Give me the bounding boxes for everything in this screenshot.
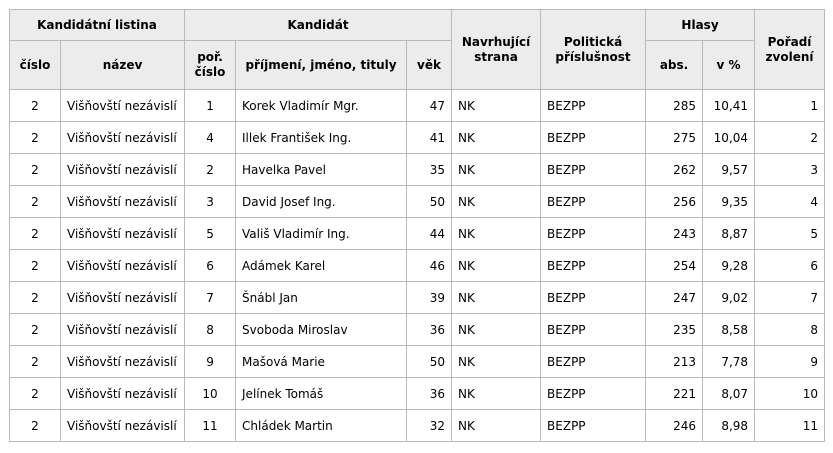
cell-prislusnost: BEZPP	[541, 154, 646, 186]
cell-prislusnost: BEZPP	[541, 218, 646, 250]
cell-poradi: 6	[755, 250, 825, 282]
cell-vek: 50	[407, 186, 452, 218]
cell-abs: 213	[646, 346, 703, 378]
header-politicka-prislusnost: Politická příslušnost	[541, 10, 646, 90]
cell-por-cislo: 6	[185, 250, 236, 282]
cell-abs: 243	[646, 218, 703, 250]
header-row-bottom	[10, 41, 825, 90]
cell-por-cislo: 2	[185, 154, 236, 186]
cell-strana: NK	[452, 282, 541, 314]
cell-poradi: 2	[755, 122, 825, 154]
cell-strana: NK	[452, 218, 541, 250]
cell-vek: 36	[407, 378, 452, 410]
cell-vek: 46	[407, 250, 452, 282]
cell-strana: NK	[452, 122, 541, 154]
cell-por-cislo: 5	[185, 218, 236, 250]
cell-prislusnost: BEZPP	[541, 186, 646, 218]
header-kandidat: Kandidát	[185, 10, 452, 41]
cell-nazev: Višňovští nezávislí	[61, 250, 185, 282]
cell-nazev: Višňovští nezávislí	[61, 218, 185, 250]
cell-abs: 254	[646, 250, 703, 282]
header-cislo: číslo	[10, 41, 61, 90]
cell-nazev: Višňovští nezávislí	[61, 410, 185, 442]
cell-vek: 44	[407, 218, 452, 250]
cell-jmeno: Svoboda Miroslav	[236, 314, 407, 346]
cell-prislusnost: BEZPP	[541, 90, 646, 122]
cell-cislo: 2	[10, 218, 61, 250]
cell-poradi: 4	[755, 186, 825, 218]
cell-abs: 235	[646, 314, 703, 346]
cell-strana: NK	[452, 154, 541, 186]
cell-jmeno: Havelka Pavel	[236, 154, 407, 186]
cell-prislusnost: BEZPP	[541, 122, 646, 154]
cell-vek: 50	[407, 346, 452, 378]
cell-nazev: Višňovští nezávislí	[61, 282, 185, 314]
header-abs: abs.	[646, 41, 703, 90]
cell-poradi: 11	[755, 410, 825, 442]
header-prijmeni: příjmení, jméno, tituly	[236, 41, 407, 90]
cell-poradi: 5	[755, 218, 825, 250]
header-poradi-zvoleni: Pořadí zvolení	[755, 10, 825, 90]
table-row	[10, 218, 825, 250]
results-table	[9, 9, 825, 442]
header-vek: věk	[407, 41, 452, 90]
cell-por-cislo: 1	[185, 90, 236, 122]
cell-pct: 9,28	[703, 250, 755, 282]
cell-jmeno: Šnábl Jan	[236, 282, 407, 314]
table-row	[10, 378, 825, 410]
cell-abs: 275	[646, 122, 703, 154]
cell-abs: 262	[646, 154, 703, 186]
cell-strana: NK	[452, 378, 541, 410]
cell-vek: 35	[407, 154, 452, 186]
header-nazev: název	[61, 41, 185, 90]
cell-pct: 10,41	[703, 90, 755, 122]
table-row	[10, 90, 825, 122]
cell-pct: 8,07	[703, 378, 755, 410]
table-row	[10, 314, 825, 346]
cell-abs: 285	[646, 90, 703, 122]
cell-strana: NK	[452, 186, 541, 218]
cell-cislo: 2	[10, 410, 61, 442]
cell-vek: 47	[407, 90, 452, 122]
header-v-procentech: v %	[703, 41, 755, 90]
cell-por-cislo: 7	[185, 282, 236, 314]
header-por-cislo: poř. číslo	[185, 41, 236, 90]
cell-nazev: Višňovští nezávislí	[61, 90, 185, 122]
cell-prislusnost: BEZPP	[541, 282, 646, 314]
cell-strana: NK	[452, 250, 541, 282]
cell-pct: 9,35	[703, 186, 755, 218]
cell-cislo: 2	[10, 154, 61, 186]
cell-por-cislo: 10	[185, 378, 236, 410]
cell-pct: 8,58	[703, 314, 755, 346]
cell-jmeno: Adámek Karel	[236, 250, 407, 282]
table-row	[10, 282, 825, 314]
cell-vek: 41	[407, 122, 452, 154]
cell-strana: NK	[452, 314, 541, 346]
table-body	[10, 90, 825, 442]
cell-cislo: 2	[10, 186, 61, 218]
table-row	[10, 410, 825, 442]
cell-pct: 8,98	[703, 410, 755, 442]
cell-jmeno: Mašová Marie	[236, 346, 407, 378]
cell-jmeno: Vališ Vladimír Ing.	[236, 218, 407, 250]
cell-poradi: 7	[755, 282, 825, 314]
cell-pct: 7,78	[703, 346, 755, 378]
cell-por-cislo: 11	[185, 410, 236, 442]
cell-poradi: 8	[755, 314, 825, 346]
table-row	[10, 154, 825, 186]
cell-cislo: 2	[10, 122, 61, 154]
cell-cislo: 2	[10, 314, 61, 346]
cell-cislo: 2	[10, 250, 61, 282]
cell-nazev: Višňovští nezávislí	[61, 122, 185, 154]
cell-prislusnost: BEZPP	[541, 314, 646, 346]
cell-jmeno: Jelínek Tomáš	[236, 378, 407, 410]
header-navrhujici-strana: Navrhující strana	[452, 10, 541, 90]
cell-pct: 10,04	[703, 122, 755, 154]
cell-prislusnost: BEZPP	[541, 410, 646, 442]
cell-nazev: Višňovští nezávislí	[61, 378, 185, 410]
cell-cislo: 2	[10, 378, 61, 410]
cell-prislusnost: BEZPP	[541, 250, 646, 282]
header-kandidatni-listina: Kandidátní listina	[10, 10, 185, 41]
table-row	[10, 122, 825, 154]
cell-vek: 39	[407, 282, 452, 314]
cell-poradi: 10	[755, 378, 825, 410]
cell-nazev: Višňovští nezávislí	[61, 314, 185, 346]
cell-por-cislo: 8	[185, 314, 236, 346]
header-row-top	[10, 10, 825, 41]
cell-abs: 246	[646, 410, 703, 442]
table-header	[10, 10, 825, 90]
cell-abs: 247	[646, 282, 703, 314]
cell-vek: 36	[407, 314, 452, 346]
cell-nazev: Višňovští nezávislí	[61, 154, 185, 186]
cell-por-cislo: 3	[185, 186, 236, 218]
table-row	[10, 250, 825, 282]
header-hlasy: Hlasy	[646, 10, 755, 41]
cell-abs: 256	[646, 186, 703, 218]
cell-jmeno: Illek František Ing.	[236, 122, 407, 154]
table-row	[10, 186, 825, 218]
table-row	[10, 346, 825, 378]
cell-poradi: 1	[755, 90, 825, 122]
cell-por-cislo: 4	[185, 122, 236, 154]
cell-vek: 32	[407, 410, 452, 442]
cell-strana: NK	[452, 346, 541, 378]
cell-jmeno: David Josef Ing.	[236, 186, 407, 218]
cell-nazev: Višňovští nezávislí	[61, 346, 185, 378]
cell-prislusnost: BEZPP	[541, 378, 646, 410]
cell-poradi: 3	[755, 154, 825, 186]
cell-prislusnost: BEZPP	[541, 346, 646, 378]
cell-poradi: 9	[755, 346, 825, 378]
cell-por-cislo: 9	[185, 346, 236, 378]
cell-cislo: 2	[10, 346, 61, 378]
cell-pct: 8,87	[703, 218, 755, 250]
cell-abs: 221	[646, 378, 703, 410]
cell-pct: 9,57	[703, 154, 755, 186]
cell-jmeno: Korek Vladimír Mgr.	[236, 90, 407, 122]
cell-jmeno: Chládek Martin	[236, 410, 407, 442]
cell-strana: NK	[452, 90, 541, 122]
cell-strana: NK	[452, 410, 541, 442]
cell-cislo: 2	[10, 90, 61, 122]
cell-cislo: 2	[10, 282, 61, 314]
cell-nazev: Višňovští nezávislí	[61, 186, 185, 218]
cell-pct: 9,02	[703, 282, 755, 314]
